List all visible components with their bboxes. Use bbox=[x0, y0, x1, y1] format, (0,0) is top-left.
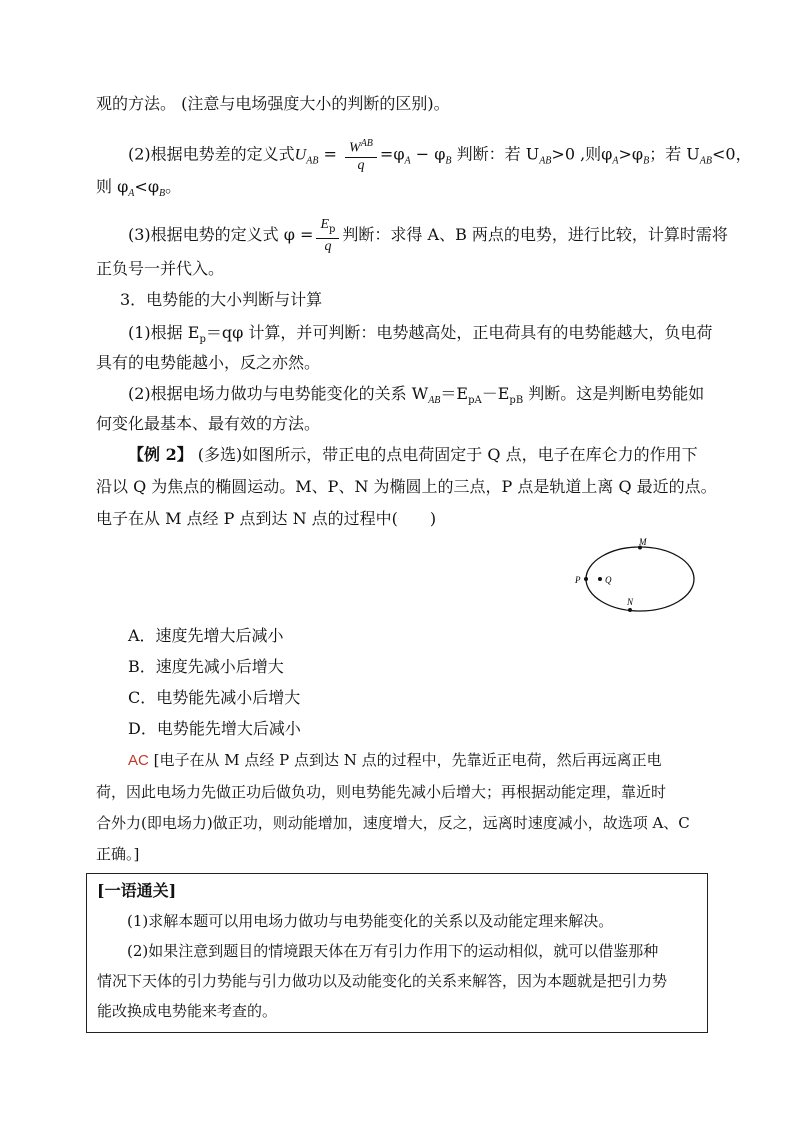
superscript: AB bbox=[360, 138, 373, 149]
text-fragment: <φ bbox=[134, 177, 160, 196]
text-fragment: ＝qφ 计算，并可判断：电势越高处，正电荷具有的电势能越大，负电荷 bbox=[205, 323, 713, 342]
summary-box bbox=[86, 873, 708, 1033]
label-m: M bbox=[639, 537, 647, 547]
text-fragment: >φ bbox=[618, 144, 644, 164]
example-label: 【例 2】 bbox=[128, 445, 193, 464]
text-fragment: 判断：若 U bbox=[451, 144, 540, 164]
text-fragment: − φ bbox=[410, 144, 446, 164]
text-fragment: ；若 U bbox=[649, 144, 700, 164]
text-line: 荷，因此电场力先做正功后做负功，则电势能先减小后增大；再根据动能定理，靠近时 bbox=[96, 783, 667, 801]
text-line: 能改换成电势能来考查的。 bbox=[97, 1002, 278, 1020]
symbol-u: U bbox=[294, 146, 307, 164]
subscript: AB bbox=[539, 155, 552, 167]
text-fragment: = bbox=[318, 144, 343, 164]
subscript: pA bbox=[468, 395, 482, 407]
text-line: 电子在从 M 点经 P 点到达 N 点的过程中( ) bbox=[96, 509, 437, 528]
subscript: B bbox=[159, 188, 166, 200]
point-p bbox=[584, 577, 588, 581]
subscript: pB bbox=[509, 395, 524, 407]
fraction bbox=[316, 216, 339, 255]
answer-label: AC bbox=[128, 752, 149, 769]
subscript: A bbox=[404, 155, 411, 167]
option-d: D．电势能先增大后减小 bbox=[128, 719, 301, 738]
fraction-denominator: q bbox=[324, 238, 332, 254]
text-fragment: <0， bbox=[712, 144, 752, 164]
text-fragment: (2)根据电势差的定义式 bbox=[128, 144, 295, 164]
label-n: N bbox=[627, 597, 634, 607]
subscript: p bbox=[329, 223, 336, 235]
subscript: AB bbox=[306, 155, 319, 167]
text-line: 情况下天体的引力势能与引力做功以及动能变化的关系来解答，因为本题就是把引力势 bbox=[97, 972, 668, 990]
option-b: B．速度先减小后增大 bbox=[128, 657, 284, 676]
example-line bbox=[128, 444, 698, 466]
text-line: 观的方法。 (注意与电场强度大小的判断的区别)。 bbox=[96, 94, 450, 113]
text-fragment: [电子在从 M 点经 P 点到达 N 点的过程中，先靠近正电荷，然后再远离正电 bbox=[148, 751, 662, 769]
label-q: Q bbox=[605, 575, 612, 585]
text-line: 沿以 Q 为焦点的椭圆运动。M、P、N 为椭圆上的三点，P 点是轨道上离 Q 最近的点。 bbox=[96, 477, 717, 496]
subscript: A bbox=[612, 155, 619, 167]
text-fragment: 则 φ bbox=[96, 177, 129, 196]
text-line: (1)求解本题可以用电场力做功与电势能变化的关系以及动能定理来解决。 bbox=[127, 912, 614, 930]
section-heading: 3．电势能的大小判断与计算 bbox=[120, 290, 323, 309]
fraction-denominator: q bbox=[357, 157, 365, 173]
option-a: A．速度先增大后减小 bbox=[128, 626, 284, 645]
text-fragment: >0 ,则φ bbox=[551, 144, 613, 164]
summary-title: [一语通关] bbox=[97, 881, 177, 900]
label-p: P bbox=[575, 575, 581, 585]
text-line: 正负号一并代入。 bbox=[96, 259, 225, 278]
ellipse-orbit-figure bbox=[570, 535, 700, 615]
subscript: B bbox=[445, 155, 452, 167]
text-fragment: ＝E bbox=[440, 384, 469, 403]
text-fragment: －E bbox=[481, 384, 510, 403]
potential-difference-line bbox=[128, 136, 752, 174]
fraction-numerator: W bbox=[349, 140, 361, 156]
fraction bbox=[345, 136, 377, 174]
text-line bbox=[128, 322, 712, 351]
subscript: AB bbox=[428, 395, 441, 407]
text-fragment: 。 bbox=[165, 177, 182, 196]
potential-definition-line bbox=[128, 216, 728, 255]
subscript: A bbox=[128, 188, 135, 200]
text-fragment: (2)根据电场力做功与电势能变化的关系 W bbox=[128, 384, 429, 403]
subscript: B bbox=[643, 155, 650, 167]
subscript: p bbox=[199, 334, 206, 346]
fraction-numerator: E bbox=[320, 217, 330, 232]
text-line bbox=[128, 383, 704, 412]
text-line: 合外力(即电场力)做正功，则动能增加，速度增大，反之，远离时速度减小，故选项 A、C bbox=[96, 814, 690, 832]
text-fragment: 判断。这是判断电势能如 bbox=[523, 384, 705, 403]
text-fragment: (多选)如图所示，带正电的点电荷固定于 Q 点，电子在库仑力的作用下 bbox=[192, 445, 698, 464]
point-q bbox=[598, 577, 602, 581]
point-n bbox=[628, 608, 632, 612]
option-c: C．电势能先减小后增大 bbox=[128, 688, 301, 707]
text-line: 正确。] bbox=[96, 845, 140, 863]
orbit-ellipse bbox=[586, 547, 694, 611]
subscript: AB bbox=[699, 155, 713, 167]
text-fragment: (3)根据电势的定义式 φ = bbox=[128, 224, 314, 244]
text-fragment: =φ bbox=[379, 144, 405, 164]
answer-line bbox=[128, 749, 662, 772]
text-line: (2)如果注意到题目的情境跟天体在万有引力作用下的运动相似，就可以借鉴那种 bbox=[127, 942, 659, 960]
text-line: 何变化最基本、最有效的方法。 bbox=[96, 414, 321, 433]
text-fragment: (1)根据 E bbox=[128, 323, 200, 342]
text-fragment: 判断：求得 A、B 两点的电势，进行比较，计算时需将 bbox=[342, 224, 728, 244]
text-line: 具有的电势能越小，反之亦然。 bbox=[96, 353, 321, 372]
text-line bbox=[96, 176, 181, 205]
